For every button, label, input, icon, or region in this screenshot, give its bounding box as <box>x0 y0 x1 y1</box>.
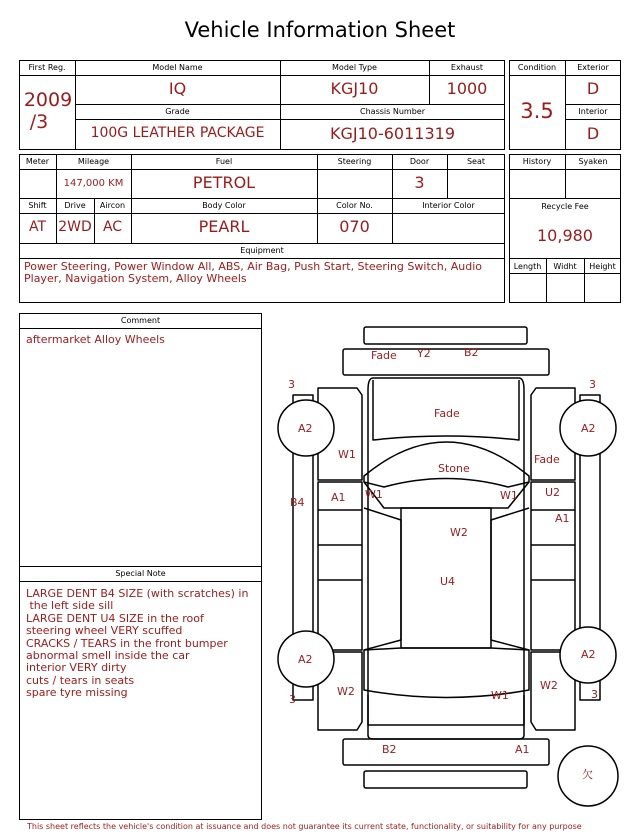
mark-front-bumper-b2: B2 <box>464 346 479 359</box>
drive-value: 2WD <box>58 219 92 235</box>
length-label: Length <box>513 262 542 271</box>
fuel-value: PETROL <box>192 173 256 192</box>
special-note-line: steering wheel VERY scuffed <box>26 624 183 638</box>
mark-right-front-3: 3 <box>589 378 596 391</box>
body-color-label: Body Color <box>202 201 246 210</box>
aircon-label: Aircon <box>99 201 126 210</box>
mark-center-w2: W2 <box>450 526 468 539</box>
mark-right-rear-w2: W2 <box>540 679 558 692</box>
mark-spare-tyre: 欠 <box>582 768 593 781</box>
model-name-value: IQ <box>168 79 187 98</box>
mark-left-rear-3: 3 <box>289 693 296 706</box>
special-note-line: abnormal smell inside the car <box>26 649 190 663</box>
exterior-label: Exterior <box>577 63 609 72</box>
history-label: History <box>522 157 552 166</box>
page-title: Vehicle Information Sheet <box>184 18 456 42</box>
mark-right-rear-3: 3 <box>591 688 598 701</box>
chassis-value: KGJ10-6011319 <box>330 124 455 143</box>
meter-label: Meter <box>25 157 50 166</box>
body-color-value: PEARL <box>198 217 250 236</box>
mark-right-front-wheel: A2 <box>581 422 596 435</box>
body-outline <box>368 378 524 739</box>
comment-text: aftermarket Alloy Wheels <box>26 333 165 346</box>
grade-label: Grade <box>165 107 190 116</box>
aircon-value: AC <box>102 219 123 235</box>
right-doors <box>531 482 575 650</box>
rear-bumper-bottom <box>364 771 527 788</box>
steering-label: Steering <box>337 157 372 166</box>
disclaimer-footer: This sheet reflects the vehicle's condition at issuance and does not guarantee its current state, functionality, or suitability for any purpose <box>27 822 582 831</box>
left-doors <box>318 482 362 650</box>
mark-rear-w1: W1 <box>491 689 509 702</box>
mark-windshield: Stone <box>438 462 470 475</box>
front-bumper-top <box>364 327 527 344</box>
mileage-label: Mileage <box>77 157 110 166</box>
mark-bonnet: Fade <box>434 407 460 420</box>
syaken-label: Syaken <box>578 157 608 166</box>
roof-left <box>364 508 401 650</box>
mark-right-door-a1: A1 <box>555 512 570 525</box>
mark-front-bumper-y2: Y2 <box>417 347 431 360</box>
special-note-line: CRACKS / TEARS in the front bumper <box>26 636 228 650</box>
equipment-line-2: Player, Navigation System, Alloy Wheels <box>24 272 247 285</box>
model-name-label: Model Name <box>152 63 203 72</box>
interior-value: D <box>586 124 600 143</box>
model-type-label: Model Type <box>332 63 377 72</box>
door-label: Door <box>409 157 430 166</box>
mileage-value: 147,000 KM <box>63 178 124 189</box>
mark-left-front-wheel: A2 <box>298 422 313 435</box>
width-label: Widht <box>553 262 577 271</box>
interior-color-label: Interior Color <box>422 201 475 210</box>
special-note-line: LARGE DENT U4 SIZE in the roof <box>26 611 204 625</box>
color-no-label: Color No. <box>336 201 373 210</box>
equipment-label: Equipment <box>240 246 284 255</box>
mark-left-sill-b4: B4 <box>290 496 305 509</box>
mark-left-rear-wheel: A2 <box>298 653 313 666</box>
mark-rear-bumper-b2: B2 <box>382 743 397 756</box>
mark-right-pillar-w1: W1 <box>500 489 518 502</box>
mark-right-door-u2: U2 <box>545 486 561 499</box>
color-no-value: 070 <box>339 217 370 236</box>
special-note-line: interior VERY dirty <box>26 661 127 675</box>
chassis-label: Chassis Number <box>360 107 425 116</box>
mark-left-w1: W1 <box>338 448 356 461</box>
exhaust-value: 1000 <box>446 79 488 98</box>
mark-right-rear-wheel: A2 <box>581 648 596 661</box>
first-reg-year: 2009 <box>23 89 73 111</box>
special-note-line: the left side sill <box>26 599 114 613</box>
mark-rear-bumper-a1: A1 <box>515 743 530 756</box>
comment-label: Comment <box>120 316 161 325</box>
mark-front-bumper-fade: Fade <box>371 349 397 362</box>
seat-label: Seat <box>466 157 486 166</box>
interior-label: Interior <box>578 107 608 116</box>
mark-right-front-fender: Fade <box>534 453 560 466</box>
mark-left-door-a1: A1 <box>331 491 346 504</box>
exterior-value: D <box>586 79 600 98</box>
fuel-label: Fuel <box>215 157 233 166</box>
mark-left-rear-w2: W2 <box>337 685 355 698</box>
mark-left-pillar-w1: W1 <box>365 488 383 501</box>
shift-value: AT <box>28 219 47 235</box>
model-type-value: KGJ10 <box>330 79 379 98</box>
exhaust-label: Exhaust <box>450 63 484 72</box>
special-note-line: cuts / tears in seats <box>26 673 135 687</box>
equipment-line-1: Power Steering, Power Window All, ABS, Air Bag, Push Start, Steering Switch, Audio <box>24 260 483 273</box>
special-note-line: spare tyre missing <box>26 686 128 700</box>
condition-label: Condition <box>517 63 557 72</box>
first-reg-label: First Reg. <box>28 63 66 72</box>
height-label: Height <box>589 262 616 271</box>
special-note-line: LARGE DENT B4 SIZE (with scratches) in <box>26 587 249 600</box>
mark-left-front-3: 3 <box>288 378 295 391</box>
shift-label: Shift <box>28 201 47 210</box>
drive-label: Drive <box>64 201 86 210</box>
door-value: 3 <box>414 173 425 192</box>
grade-value: 100G LEATHER PACKAGE <box>90 125 265 141</box>
condition-value: 3.5 <box>520 99 554 123</box>
first-reg-month: /3 <box>29 111 49 133</box>
recycle-fee-value: 10,980 <box>537 226 593 245</box>
recycle-fee-label: Recycle Fee <box>541 202 589 211</box>
mark-roof-u4: U4 <box>440 575 456 588</box>
special-note-label: Special Note <box>115 569 166 578</box>
